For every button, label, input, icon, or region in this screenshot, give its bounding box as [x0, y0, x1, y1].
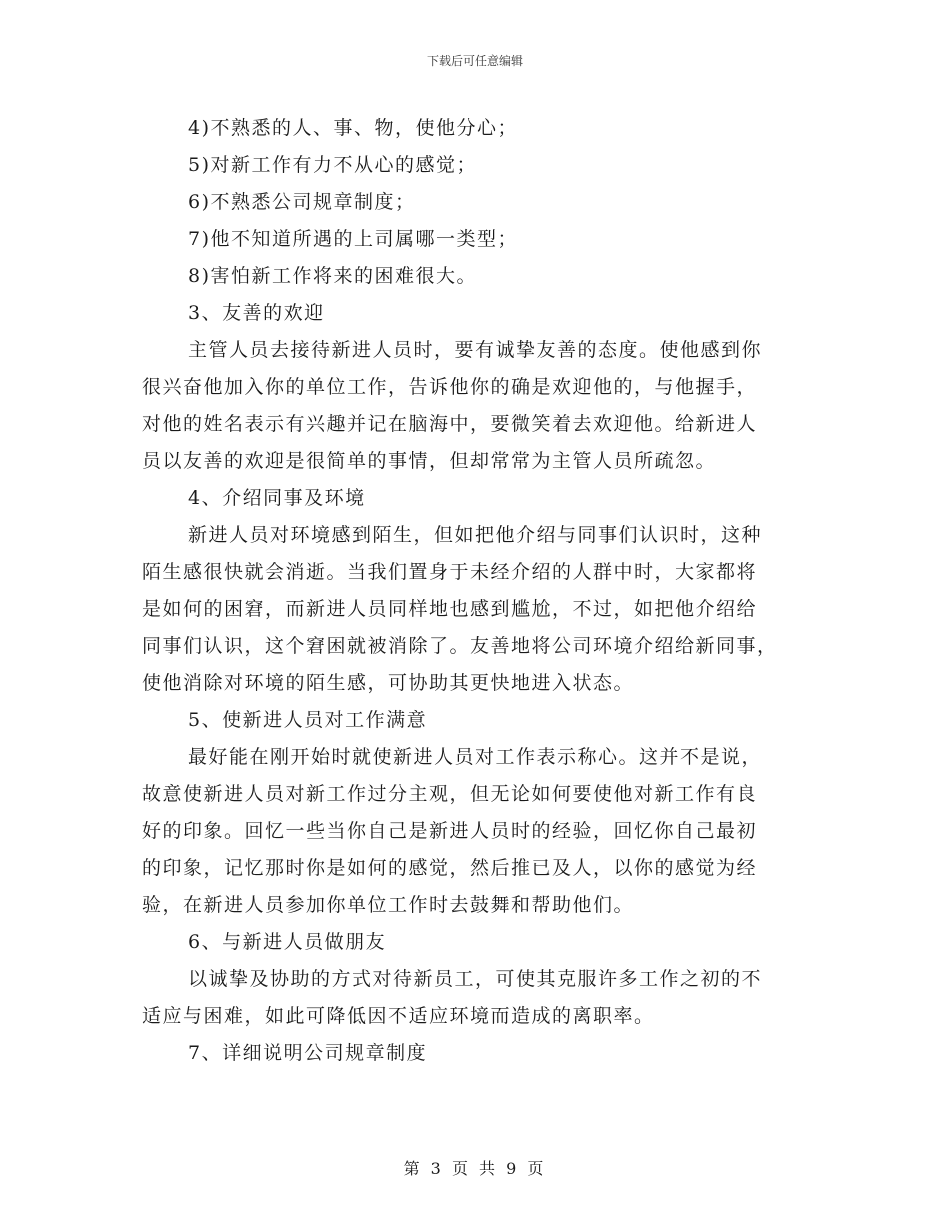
- paragraph-line: 的印象，记忆那时你是如何的感觉，然后推已及人，以你的感觉为经: [142, 857, 758, 879]
- paragraph-line: 主管人员去接待新进人员时，要有诚挚友善的态度。使他感到你: [188, 339, 763, 361]
- text-line: 4)不熟悉的人、事、物，使他分心；: [188, 117, 519, 139]
- page-header: 下载后可任意编辑: [426, 54, 523, 68]
- paragraph-line: 好的印象。回忆一些当你自己是新进人员时的经验，回忆你自己最初: [142, 820, 758, 842]
- section-heading: 4、介绍同事及环境: [188, 487, 366, 509]
- text-line: 6)不熟悉公司规章制度；: [188, 191, 416, 213]
- paragraph-line: 新进人员对环境感到陌生，但如把他介绍与同事们认识时，这种: [188, 524, 763, 546]
- document-body: [142, 110, 808, 1072]
- section-heading: 5、使新进人员对工作满意: [188, 709, 428, 731]
- section-heading: 7、详细说明公司规章制度: [188, 1042, 428, 1064]
- paragraph-line: 很兴奋他加入你的单位工作，告诉他你的确是欢迎他的，与他握手，: [142, 376, 758, 398]
- page-number-footer: 第 3 页 共 9 页: [403, 1159, 547, 1178]
- paragraph-line: 最好能在刚开始时就使新进人员对工作表示称心。这并不是说，: [188, 746, 763, 768]
- paragraph-line: 员以友善的欢迎是很简单的事情，但却常常为主管人员所疏忽。: [142, 450, 717, 472]
- paragraph-line: 使他消除对环境的陌生感，可协助其更快地进入状态。: [142, 672, 635, 694]
- text-line: 8)害怕新工作将来的困难很大。: [188, 265, 478, 287]
- paragraph-line: 同事们认识，这个窘困就被消除了。友善地将公司环境介绍给新同事，: [142, 635, 778, 657]
- paragraph-line: 对他的姓名表示有兴趣并记在脑海中，要微笑着去欢迎他。给新进人: [142, 413, 758, 435]
- paragraph-line: 是如何的困窘，而新进人员同样地也感到尴尬，不过，如把他介绍给: [142, 598, 758, 620]
- paragraph-line: 验，在新进人员参加你单位工作时去鼓舞和帮助他们。: [142, 894, 635, 916]
- text-line: 5)对新工作有力不从心的感觉；: [188, 154, 478, 176]
- paragraph-line: 陌生感很快就会消逝。当我们置身于未经介绍的人群中时，大家都将: [142, 561, 758, 583]
- paragraph-line: 以诚挚及协助的方式对待新员工，可使其克服许多工作之初的不: [188, 968, 763, 990]
- paragraph-line: 适应与困难，如此可降低因不适应环境而造成的离职率。: [142, 1005, 655, 1027]
- section-heading: 6、与新进人员做朋友: [188, 931, 387, 953]
- text-line: 7)他不知道所遇的上司属哪一类型；: [188, 228, 519, 250]
- paragraph-line: 故意使新进人员对新工作过分主观，但无论如何要使他对新工作有良: [142, 783, 758, 805]
- section-heading: 3、友善的欢迎: [188, 302, 325, 324]
